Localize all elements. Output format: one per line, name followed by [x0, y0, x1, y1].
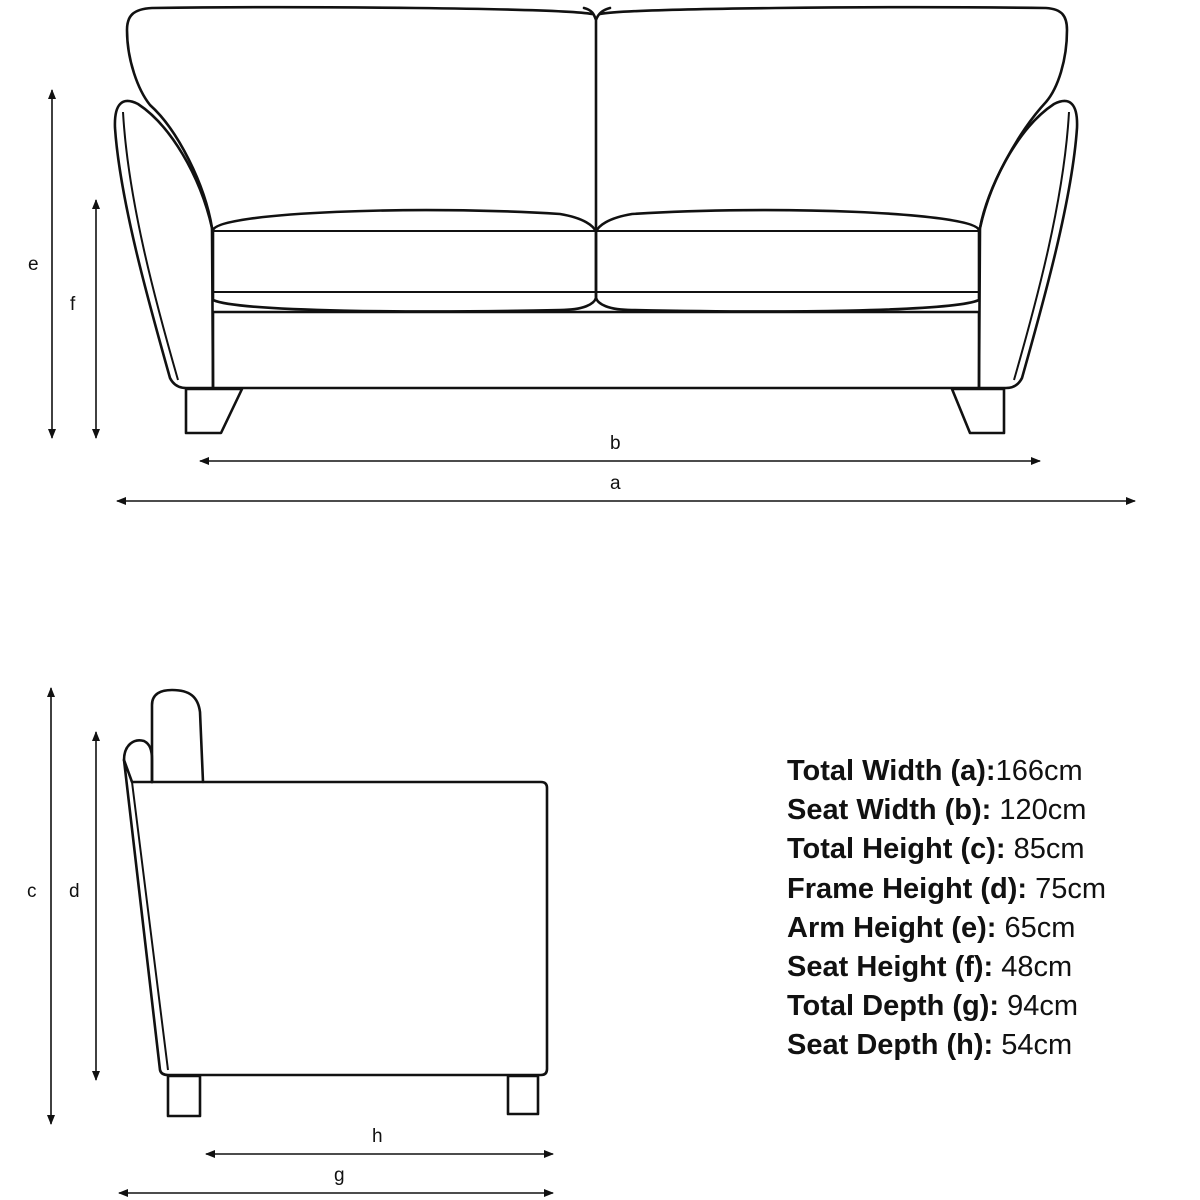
side-body	[124, 760, 547, 1075]
spec-value: 54cm	[993, 1029, 1073, 1062]
spec-label: Seat Depth (h):	[787, 1029, 994, 1062]
dim-label-b: b	[610, 433, 621, 454]
dimension-spec-list	[787, 752, 1106, 1066]
spec-value: 94cm	[999, 990, 1079, 1023]
spec-value: 75cm	[1027, 872, 1107, 905]
spec-seat-depth	[787, 1026, 1106, 1065]
front-leg-left	[186, 389, 242, 433]
back-cushion-left	[127, 7, 592, 228]
dim-label-d: d	[69, 881, 80, 902]
side-dimensions	[27, 688, 553, 1193]
back-cushion-join	[584, 8, 610, 230]
spec-label: Arm Height (e):	[787, 911, 997, 944]
spec-seat-width	[787, 791, 1106, 830]
right-arm	[979, 101, 1077, 388]
sofa-front-view	[115, 7, 1077, 433]
dim-label-a: a	[610, 473, 621, 494]
side-body-inner	[132, 782, 168, 1070]
right-arm-inner	[1014, 112, 1069, 380]
spec-value: 166cm	[995, 755, 1083, 787]
spec-label: Frame Height (d):	[787, 872, 1028, 905]
spec-total-depth	[787, 987, 1106, 1026]
sofa-base	[213, 312, 979, 388]
spec-arm-height	[787, 909, 1106, 948]
dim-label-c: c	[27, 881, 37, 902]
spec-value: 65cm	[996, 911, 1076, 944]
left-arm	[115, 101, 213, 388]
spec-label: Total Height (c):	[787, 833, 1006, 866]
dim-label-e: e	[28, 254, 39, 275]
spec-label: Total Depth (g):	[787, 990, 1000, 1023]
front-dimensions	[28, 90, 1135, 501]
back-cushion-right	[600, 7, 1067, 228]
spec-value: 120cm	[991, 794, 1087, 827]
seat-cushion-right	[596, 210, 979, 311]
spec-total-width	[787, 752, 1106, 791]
spec-label: Seat Height (f):	[787, 951, 994, 984]
side-back-frame	[124, 740, 152, 782]
front-leg-right	[952, 389, 1004, 433]
left-arm-inner	[123, 112, 178, 380]
spec-label: Seat Width (b):	[787, 794, 992, 827]
spec-label: Total Width (a):	[787, 755, 996, 787]
dim-label-h: h	[372, 1126, 383, 1147]
spec-frame-height	[787, 870, 1106, 909]
dim-label-f: f	[70, 294, 76, 315]
seat-cushion-left	[213, 210, 596, 311]
side-leg-back	[508, 1076, 538, 1114]
spec-value: 85cm	[1005, 833, 1085, 866]
spec-total-height	[787, 830, 1106, 869]
sofa-side-view	[124, 690, 547, 1116]
side-back-cushion	[152, 690, 203, 782]
spec-value: 48cm	[993, 951, 1073, 984]
dim-label-g: g	[334, 1165, 345, 1186]
side-leg-front	[168, 1076, 200, 1116]
spec-seat-height	[787, 948, 1106, 987]
